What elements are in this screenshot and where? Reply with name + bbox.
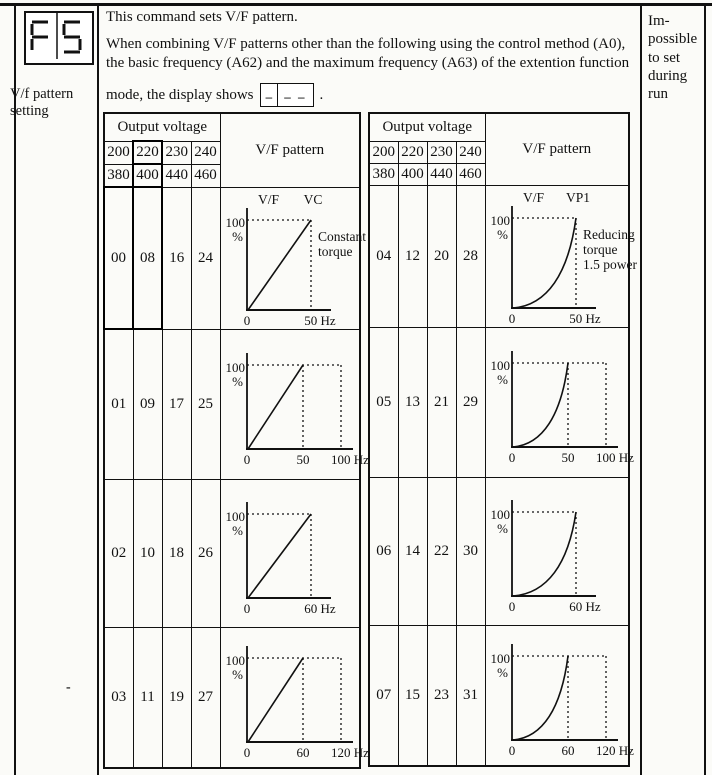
page-right-border	[704, 3, 706, 775]
vf-graph	[221, 349, 369, 467]
seven-segment-digits-icon	[26, 13, 88, 59]
code-cell: 13	[398, 327, 427, 477]
parameter-name-label: V/f pattern setting	[10, 86, 74, 120]
pattern-row	[104, 187, 360, 329]
svg-text:%: %	[231, 667, 243, 683]
svg-text:60 Hz: 60 Hz	[303, 601, 336, 616]
note-line: to set	[648, 49, 681, 66]
vf-graph-cell	[220, 187, 366, 329]
svg-text:50: 50	[561, 450, 574, 465]
code-cell: 06	[369, 477, 398, 625]
svg-text:Constant: Constant	[317, 229, 366, 244]
svg-text:V/F: V/F	[522, 190, 544, 205]
code-cell: 30	[456, 477, 485, 625]
code-cell: 17	[162, 329, 191, 479]
voltage-cell: 200	[104, 141, 133, 164]
vf-graph-cell	[220, 479, 360, 627]
vf-graph-cell	[485, 327, 634, 477]
svg-text:%: %	[496, 665, 508, 681]
description-block	[106, 8, 636, 116]
svg-text:100: 100	[225, 215, 245, 230]
svg-text:0: 0	[243, 601, 250, 616]
code-cell: 15	[398, 625, 427, 766]
pattern-row	[104, 627, 360, 768]
svg-text:%: %	[496, 372, 508, 387]
voltage-cell: 220	[398, 141, 427, 163]
pattern-row	[369, 185, 629, 327]
svg-text:120 Hz: 120 Hz	[595, 743, 634, 759]
code-cell: 24	[191, 187, 220, 329]
svg-text:100: 100	[490, 358, 510, 373]
code-cell: 22	[427, 477, 456, 625]
code-cell: 25	[191, 329, 220, 479]
svg-text:100: 100	[225, 509, 245, 524]
voltage-cell: 400	[398, 163, 427, 185]
svg-text:%: %	[231, 229, 243, 244]
svg-text:torque: torque	[582, 242, 617, 257]
voltage-cell: 440	[427, 163, 456, 185]
code-cell: 08	[133, 187, 162, 329]
code-cell: 28	[456, 185, 485, 327]
svg-text:VC: VC	[303, 192, 322, 207]
vf-graph-cell	[485, 477, 629, 625]
vf-graph	[221, 188, 366, 328]
code-cell: 26	[191, 479, 220, 627]
voltage-cell: 460	[191, 164, 220, 187]
voltage-cell: 380	[104, 164, 133, 187]
svg-text:1.5 power: 1.5 power	[582, 257, 637, 272]
code-cell: 16	[162, 187, 191, 329]
svg-text:%: %	[496, 521, 508, 536]
svg-text:%: %	[496, 227, 508, 242]
svg-text:100 Hz: 100 Hz	[330, 452, 369, 467]
sidebar-divider	[97, 3, 99, 775]
note-column-divider	[640, 3, 642, 775]
pattern-row	[369, 477, 629, 625]
svg-text:50 Hz: 50 Hz	[568, 311, 601, 326]
code-cell: 09	[133, 329, 162, 479]
note-line: possible	[648, 31, 698, 48]
svg-text:0: 0	[508, 311, 515, 326]
svg-text:Reducing: Reducing	[582, 227, 635, 242]
output-voltage-header: Output voltage	[104, 113, 220, 141]
code-cell: 14	[398, 477, 427, 625]
svg-text:50 Hz: 50 Hz	[303, 313, 336, 328]
svg-text:0: 0	[508, 599, 515, 614]
svg-text:100 Hz: 100 Hz	[595, 450, 634, 465]
impossible-note	[648, 12, 702, 103]
code-cell: 00	[104, 187, 133, 329]
vf-graph	[486, 640, 634, 759]
note-line: run	[648, 86, 668, 103]
svg-text:60 Hz: 60 Hz	[568, 599, 601, 614]
vf-table-left-container	[103, 112, 369, 769]
code-cell: 29	[456, 327, 485, 477]
svg-text:0: 0	[243, 313, 250, 328]
description-line-3-period: .	[319, 86, 324, 103]
svg-text:0: 0	[243, 745, 250, 761]
pattern-row	[369, 327, 629, 477]
stray-mark: -	[66, 680, 71, 695]
voltage-cell: 220	[133, 141, 162, 164]
code-cell: 31	[456, 625, 485, 766]
voltage-cell: 230	[162, 141, 191, 164]
top-rule	[0, 3, 712, 6]
display-dash-segment: – –	[284, 88, 307, 104]
code-cell: 11	[133, 627, 162, 768]
description-line-3	[106, 83, 636, 107]
svg-text:100: 100	[490, 507, 510, 522]
display-code-box	[260, 83, 314, 107]
vf-pattern-header: V/F pattern	[485, 113, 629, 185]
display-dash-segment: –	[261, 84, 279, 106]
note-line: Im-	[648, 13, 670, 29]
voltage-cell: 400	[133, 164, 162, 187]
svg-text:VP1: VP1	[565, 190, 590, 205]
svg-text:0: 0	[508, 450, 515, 465]
voltage-cell: 240	[456, 141, 485, 163]
voltage-cell: 200	[369, 141, 398, 163]
code-cell: 03	[104, 627, 133, 768]
svg-text:torque: torque	[317, 244, 352, 259]
output-voltage-header: Output voltage	[369, 113, 485, 141]
vf-graph	[486, 186, 637, 326]
pattern-row	[369, 625, 629, 766]
svg-text:100: 100	[225, 360, 245, 375]
code-cell: 07	[369, 625, 398, 766]
code-cell: 27	[191, 627, 220, 768]
svg-text:%: %	[231, 523, 243, 538]
vf-graph	[486, 347, 634, 465]
code-cell: 12	[398, 185, 427, 327]
svg-text:60: 60	[296, 745, 309, 761]
svg-text:0: 0	[508, 743, 515, 759]
code-cell: 20	[427, 185, 456, 327]
voltage-cell: 440	[162, 164, 191, 187]
code-cell: 19	[162, 627, 191, 768]
code-cell: 10	[133, 479, 162, 627]
vf-graph-cell	[485, 185, 637, 327]
svg-text:60: 60	[561, 743, 574, 759]
seven-segment-display	[24, 11, 94, 65]
description-line-2: When combining V/F patterns other than the following using the control method (A0), the basic frequency (A62) and the maximum frequency (A63) of the extention function	[106, 36, 630, 71]
code-cell: 05	[369, 327, 398, 477]
voltage-cell: 230	[427, 141, 456, 163]
note-line: during	[648, 67, 688, 84]
code-cell: 04	[369, 185, 398, 327]
vf-table-left	[103, 112, 369, 769]
vf-graph	[221, 498, 359, 616]
svg-text:50: 50	[296, 452, 309, 467]
vf-graph-cell	[220, 627, 369, 768]
voltage-cell: 460	[456, 163, 485, 185]
vf-graph	[221, 642, 369, 761]
svg-text:V/F: V/F	[257, 192, 279, 207]
vf-graph-cell	[220, 329, 369, 479]
vf-pattern-header: V/F pattern	[220, 113, 360, 187]
description-line-3-text: mode, the display shows	[106, 86, 254, 103]
svg-text:100: 100	[490, 213, 510, 228]
code-cell: 01	[104, 329, 133, 479]
pattern-row	[104, 329, 360, 479]
svg-text:100: 100	[490, 651, 510, 667]
svg-text:0: 0	[243, 452, 250, 467]
code-cell: 21	[427, 327, 456, 477]
voltage-cell: 380	[369, 163, 398, 185]
code-cell: 23	[427, 625, 456, 766]
code-cell: 18	[162, 479, 191, 627]
description-line-1: This command sets V/F pattern.	[106, 9, 298, 25]
svg-text:%: %	[231, 374, 243, 389]
vf-table-right	[368, 112, 637, 767]
voltage-cell: 240	[191, 141, 220, 164]
vf-table-right-container	[368, 112, 637, 767]
vf-graph	[486, 496, 628, 614]
vf-graph-cell	[485, 625, 634, 766]
code-cell: 02	[104, 479, 133, 627]
pattern-row	[104, 479, 360, 627]
svg-text:120 Hz: 120 Hz	[330, 745, 369, 761]
svg-text:100: 100	[225, 653, 245, 669]
